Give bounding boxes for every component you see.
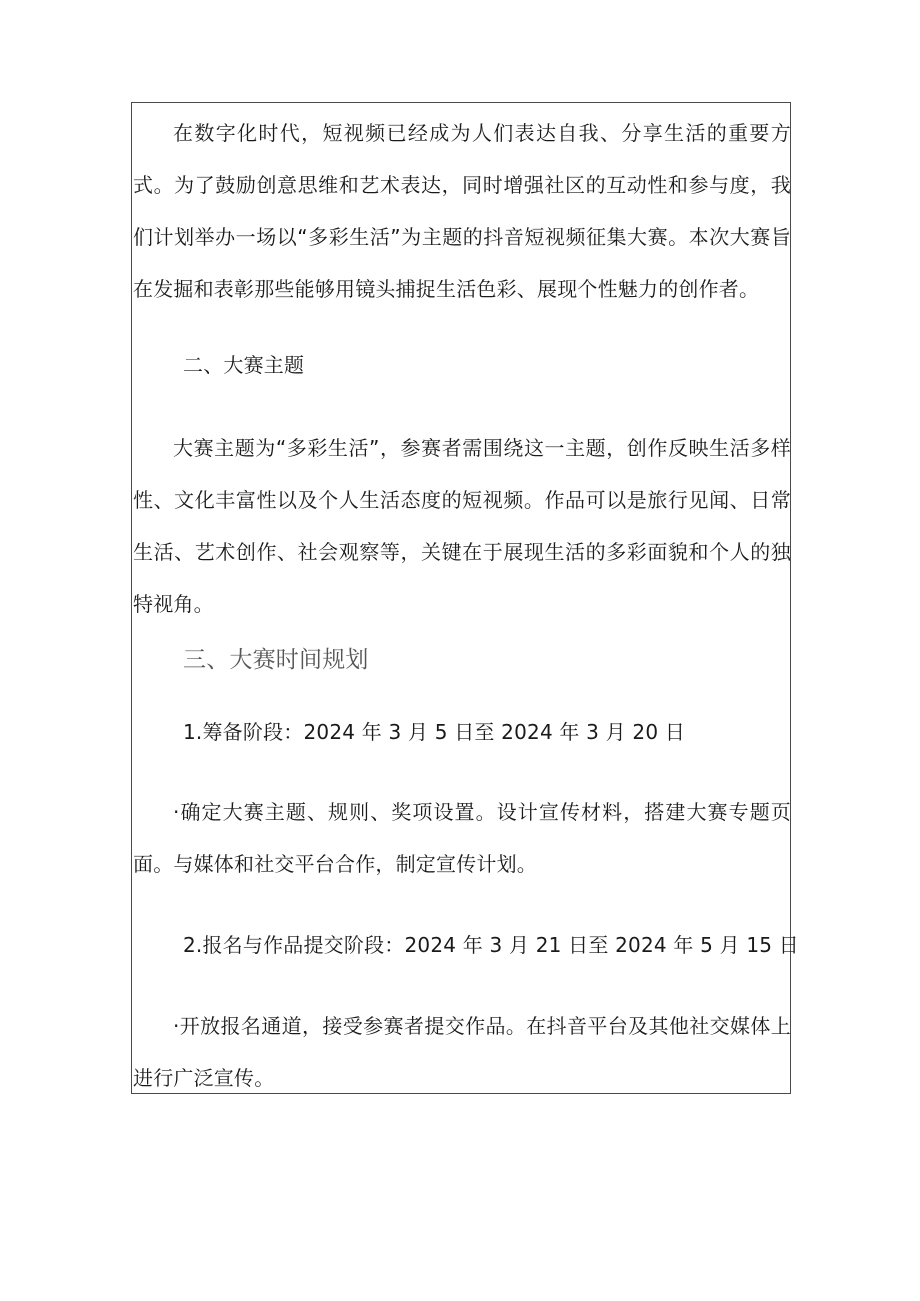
section-heading-theme: 二、大赛主题	[183, 353, 305, 377]
phase2-detail: ·开放报名通道，接受参赛者提交作品。在抖音平台及其他社交媒体上进行广泛宣传。	[133, 1014, 791, 1090]
phase2-title: 2.报名与作品提交阶段：2024 年 3 月 21 日至 2024 年 5 月 15 日	[183, 933, 799, 957]
theme-paragraph: 大赛主题为“多彩生活”，参赛者需围绕这一主题，创作反映生活多样性、文化丰富性以及个人生活态度的短视频。作品可以是旅行见闻、日常生活、艺术创作、社会观察等，关键在于展现生活的多彩面貌和个人的独特视角。	[133, 436, 791, 616]
section-heading-schedule: 三、大赛时间规划	[183, 647, 369, 673]
intro-paragraph: 在数字化时代，短视频已经成为人们表达自我、分享生活的重要方式。为了鼓励创意思维和艺术表达，同时增强社区的互动性和参与度，我们计划举办一场以“多彩生活”为主题的抖音短视频征集大赛。本次大赛旨在发掘和表彰那些能够用镜头捕捉生活色彩、展现个性魅力的创作者。	[133, 121, 791, 301]
phase1-detail: ·确定大赛主题、规则、奖项设置。设计宣传材料，搭建大赛专题页面。与媒体和社交平台合作，制定宣传计划。	[133, 800, 791, 876]
phase1-title: 1.筹备阶段：2024 年 3 月 5 日至 2024 年 3 月 20 日	[183, 720, 686, 744]
